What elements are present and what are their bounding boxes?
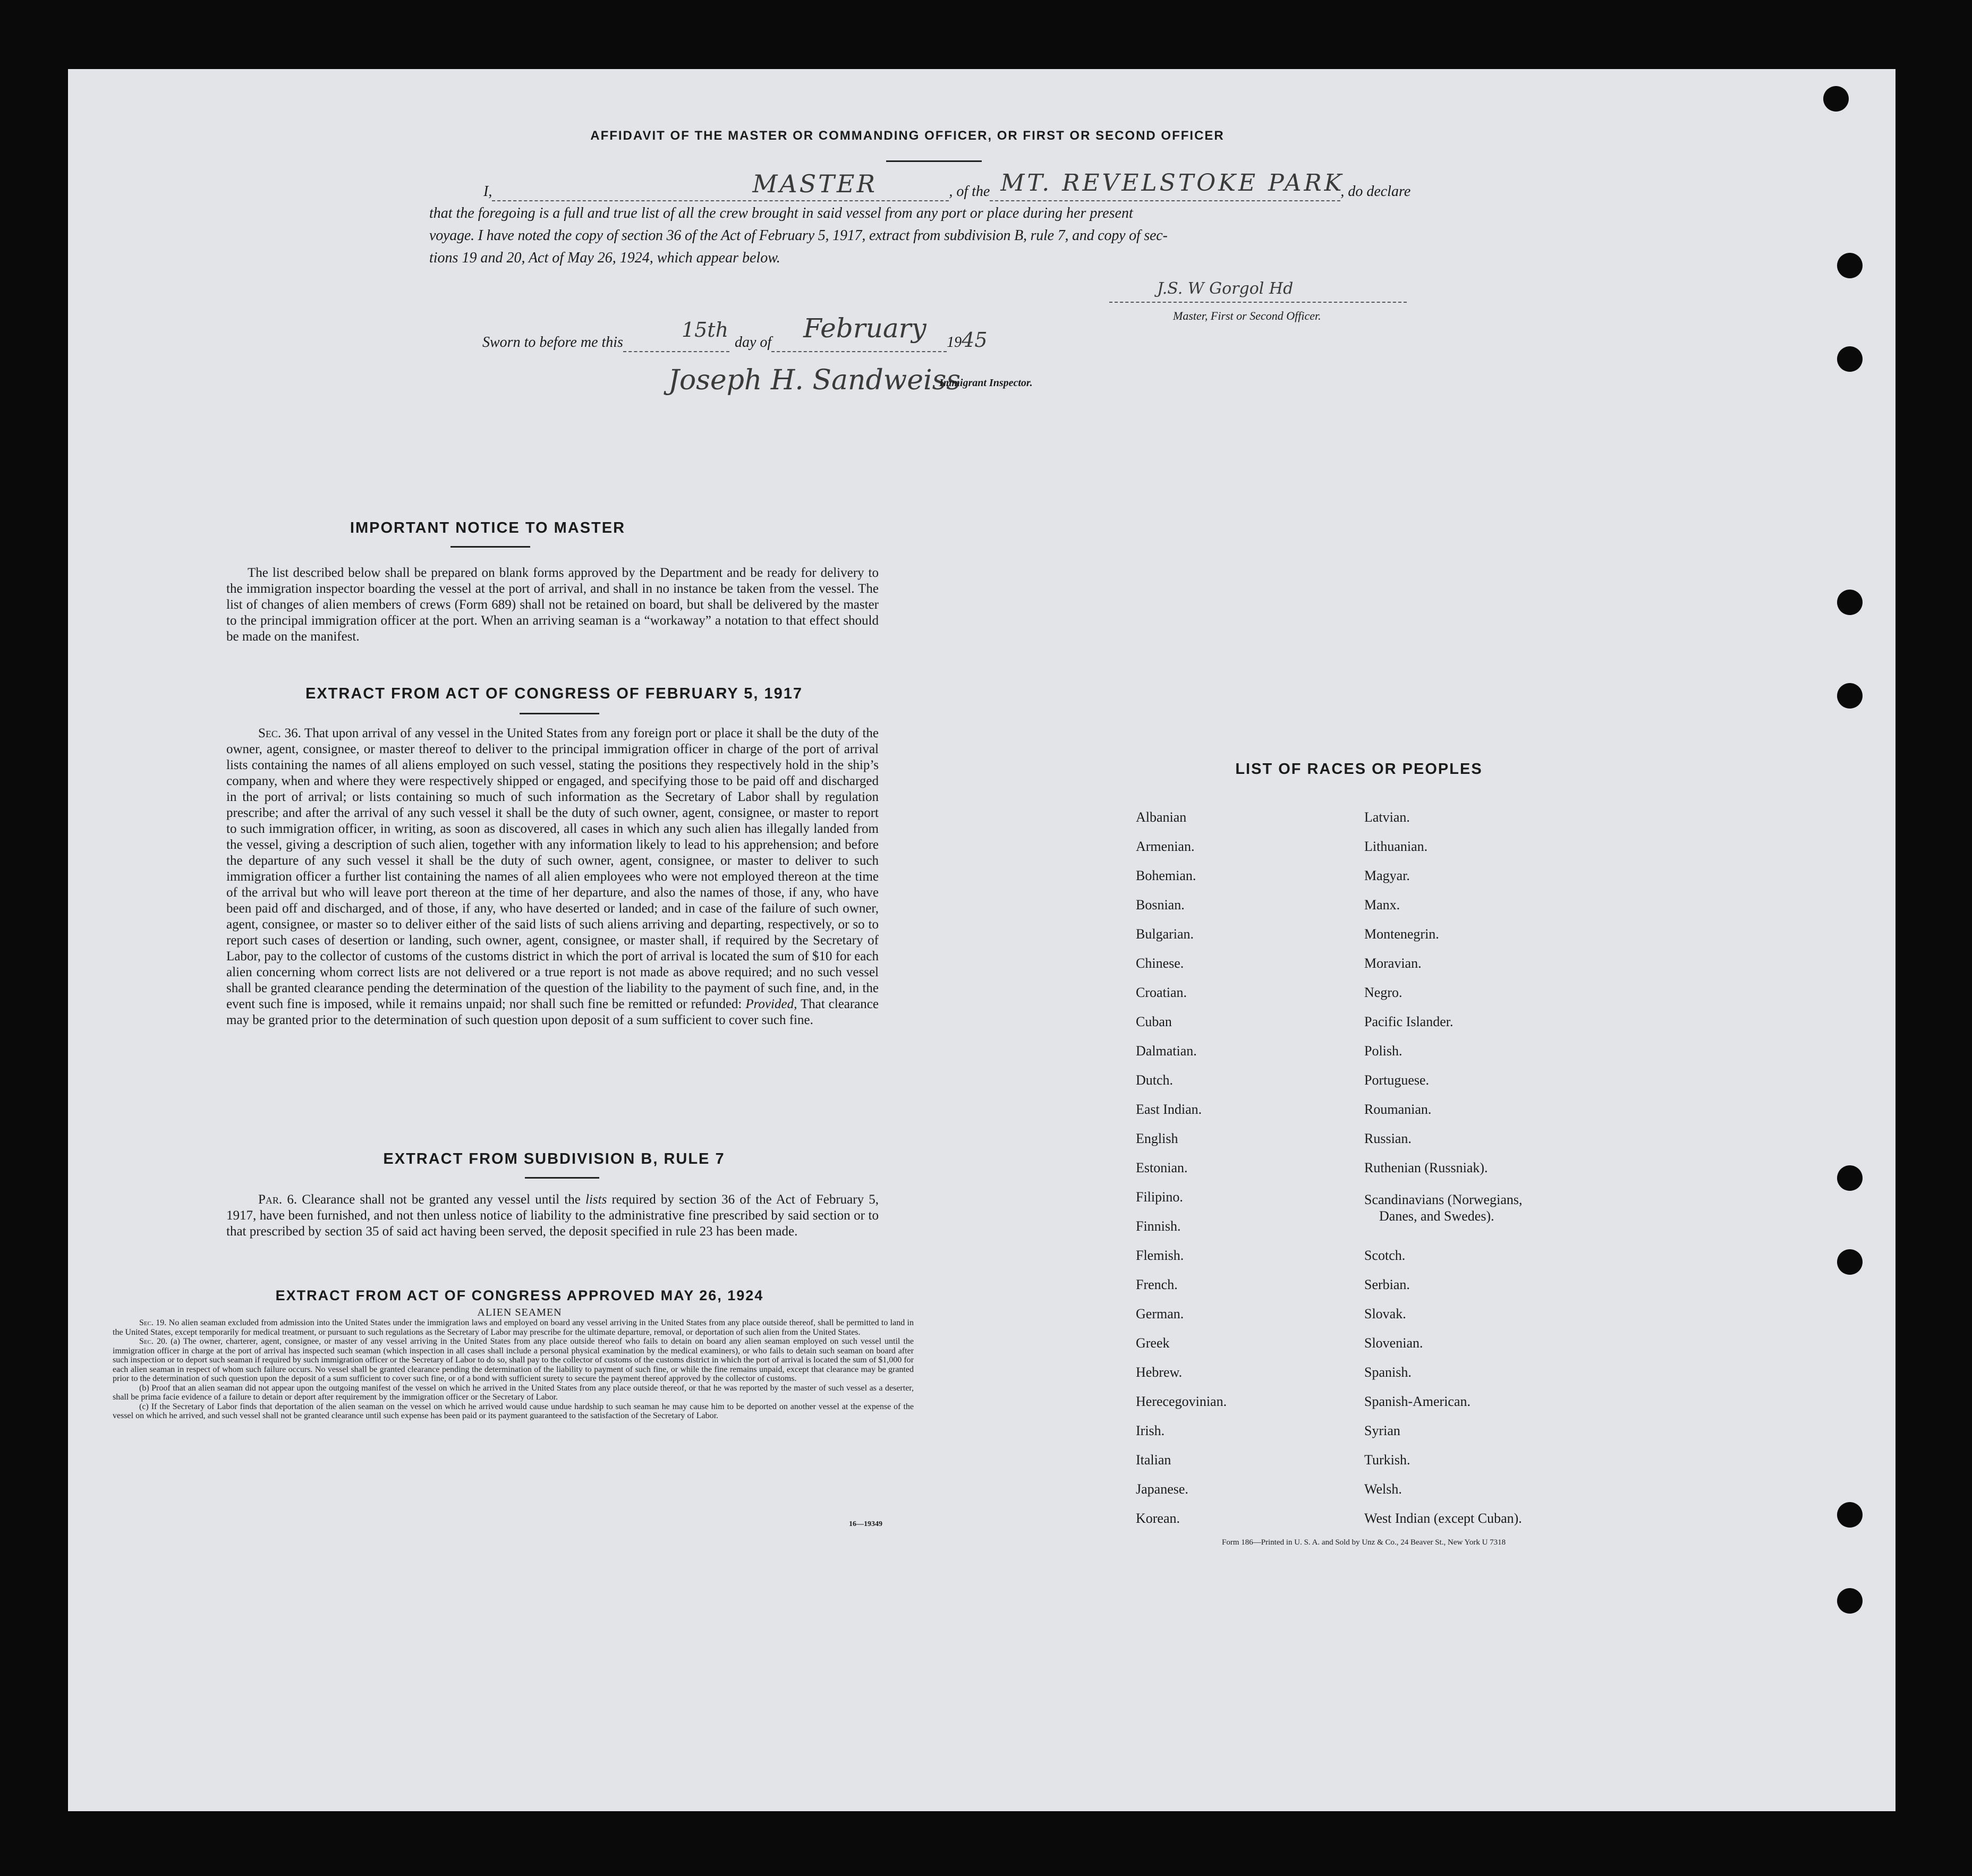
extract-rule7-text	[226, 1192, 879, 1240]
form-footer: Form 186—Printed in U. S. A. and Sold by Unz & Co., 24 Beaver St., New York U 7318	[1222, 1538, 1506, 1547]
divider	[450, 546, 530, 548]
divider	[886, 160, 982, 162]
race-item: Albanian	[1136, 809, 1187, 825]
vessel-field	[990, 169, 1345, 201]
race-item: Herecegovinian.	[1136, 1394, 1227, 1409]
inspector-signature: Joseph H. Sandweiss	[668, 364, 961, 396]
race-item: Russian.	[1364, 1131, 1412, 1146]
race-item: Montenegrin.	[1364, 926, 1439, 942]
par-6-body-b: required by section 36 of the Act of February 5, 1917, have been furnished, and not then unless notice of liability to the administrative fine prescribed by said section or to that prescribed by section 35 of said act having been served, the deposit specified in rule 23 has been made.	[226, 1192, 879, 1239]
race-item: Dalmatian.	[1136, 1043, 1197, 1059]
race-item: Welsh.	[1364, 1481, 1402, 1497]
race-item: Spanish-American.	[1364, 1394, 1471, 1409]
race-item: Croatian.	[1136, 985, 1187, 1000]
divider	[525, 1177, 599, 1179]
month-field	[771, 313, 947, 352]
punch-hole	[1837, 1502, 1863, 1528]
race-item: Lithuanian.	[1364, 839, 1428, 854]
race-item: Serbian.	[1364, 1277, 1410, 1292]
day-field	[623, 318, 729, 352]
affidavit-line4: tions 19 and 20, Act of May 26, 1924, which appear below.	[429, 250, 780, 266]
punch-hole	[1837, 1588, 1863, 1614]
race-item: Armenian.	[1136, 839, 1195, 854]
race-item: Bulgarian.	[1136, 926, 1194, 942]
lists-word: lists	[585, 1192, 607, 1207]
race-item: Slovak.	[1364, 1306, 1406, 1321]
notice-text: The list described below shall be prepared on blank forms approved by the Department and be ready for delivery to the immigration inspector boarding the vessel at the port of arrival, and shall in no instance be taken from the vessel. The list of changes of alien members of crews (Form 689) shall not be retained on board, but shall be delivered by the master to the principal immigration officer at the port. When an arriving seaman is a “workaway” a notation to that effect should be made on the manifest.	[226, 566, 879, 644]
document-page	[68, 69, 1896, 1811]
punch-hole	[1837, 1165, 1863, 1191]
punch-hole	[1837, 253, 1863, 278]
sec-36-label: Sec. 36.	[258, 726, 301, 740]
race-item: Bohemian.	[1136, 868, 1196, 883]
race-item: Portuguese.	[1364, 1072, 1430, 1088]
race-item: Greek	[1136, 1335, 1170, 1351]
race-item: Japanese.	[1136, 1481, 1188, 1497]
name-handwritten: MASTER	[752, 169, 878, 198]
sec-20-label: Sec. 20.	[139, 1337, 168, 1346]
signature-caption: Master, First or Second Officer.	[1173, 309, 1321, 322]
notice-title: IMPORTANT NOTICE TO MASTER	[350, 519, 626, 536]
affidavit-line2: that the foregoing is a full and true list of all the crew brought in said vessel from any port or place during her present	[429, 205, 1133, 221]
inspector-caption: Immigrant Inspector.	[939, 377, 1033, 389]
race-item: Ruthenian (Russniak).	[1364, 1160, 1488, 1175]
sec-20-b: (b) Proof that an alien seaman did not appear upon the outgoing manifest of the vessel on which he arrived in the United States from any place outside thereof, or that he was reported by the master of such vessel as a deserter, shall be prima facie evidence of a failure to detain or deport after requirement by the immigration officer or the Secretary of Labor.	[113, 1383, 914, 1402]
race-item: Cuban	[1136, 1014, 1172, 1029]
par-6-body-a: Clearance shall not be granted any vessel until the	[302, 1192, 581, 1207]
sec-36-body: That upon arrival of any vessel in the United States from any foreign port or place it shall be the duty of the owner, agent, consignee, or master thereof to deliver to the principal immigration officer in charge of the port of arrival lists containing the names of all aliens employed on such vessel, stating the positions they respectively hold in the ship’s company, when and where they were respectively shipped or engaged, and specifying those to be paid off and discharged in the port of arrival; or lists containing so much of such information as the Secretary of Labor shall by regulation prescribe; and after the arrival of any such vessel it shall be the duty of such owner, agent, consignee, or master to report to such immigration officer, in writing, as soon as discovered, all cases in which any such alien has illegally landed from the vessel, giving a description of such alien, together with any information likely to lead to his apprehension; and before the departure of any such vessel it shall be the duty of such owner, agent, consignee, or master to deliver to such immigration officer a further list containing the names of all alien employees who were not employed thereon at the time of the arrival but who will leave port thereon at the time of her departure, and also the names of those, if any, who have been paid off and discharged, and of those, if any, who have deserted or landed; and in case of the failure of such owner, agent, consignee, or master so to deliver either of the said lists of such aliens arriving and departing, respectively, or so to report such cases of desertion or landing, such owner, agent, consignee, or master shall, if required by the Secretary of Labor, pay to the collector of customs of the customs district in which the port of arrival is located the sum of $10 for each alien concerning whom correct lists are not delivered or a true report is not made as above required; and no such vessel shall be granted clearance pending the determination of the question of the liability to the payment of such fine, and, in the event such fine is imposed, while it remains unpaid; nor shall such fine be remitted or refunded:	[226, 726, 879, 1011]
extract-rule7-title: EXTRACT FROM SUBDIVISION B, RULE 7	[383, 1150, 725, 1167]
extract-1917-title: EXTRACT FROM ACT OF CONGRESS OF FEBRUARY 5, 1917	[305, 685, 803, 702]
race-item: Scandinavians (Norwegians,	[1364, 1192, 1523, 1207]
do-declare: , do declare	[1340, 183, 1411, 200]
affidavit-line1	[483, 169, 1525, 201]
vessel-handwritten: MT. REVELSTOKE PARK	[1000, 169, 1345, 197]
punch-hole	[1837, 683, 1863, 709]
race-item: Negro.	[1364, 985, 1402, 1000]
race-item: Turkish.	[1364, 1452, 1410, 1468]
master-signature: J.S. W Gorgol Hd	[1157, 279, 1294, 298]
race-item: Danes, and Swedes).	[1379, 1208, 1494, 1224]
name-field	[492, 169, 949, 201]
race-item: Scotch.	[1364, 1248, 1406, 1263]
punch-hole	[1837, 590, 1863, 615]
provided-word: Provided,	[745, 997, 797, 1011]
affidavit-line3: voyage. I have noted the copy of section 36 of the Act of February 5, 1917, extract from subdivision B, rule 7, and copy of sec-	[429, 227, 1168, 244]
race-item: Manx.	[1364, 897, 1400, 913]
affidavit-i: I,	[483, 183, 492, 200]
form-code: 16—19349	[849, 1520, 882, 1528]
punch-hole	[1823, 86, 1849, 112]
sec-36-end: That clearance may be granted prior to the determination of such question upon deposit of a sum sufficient to cover such fine.	[226, 997, 879, 1027]
alien-seamen-subtitle: ALIEN SEAMEN	[477, 1307, 562, 1318]
sec-20-a: (a) The owner, charterer, agent, consignee, or master of any vessel arriving in the United States from any place outside thereof who fails to detain on board any alien seaman employed on such vessel until the immigration officer in charge at the port of arrival has inspected such seaman (which inspection in all cases shall include a personal physical examination by the medical examiners), or who fails to detain such seaman on board after such inspection or to deport such seaman if required by such immigration officer or the Secretary of Labor to do so, shall pay to the collector of customs of the customs district in which the port of arrival is located the sum of $1,000 for each alien seaman in respect of whom such failure occurs. No vessel shall be granted clearance pending the determination of the liability to payment of such fine, or while the fine remains unpaid, except that clearance may be granted prior to the determination of such question upon the deposit of a sum sufficient to cover such fine, or of a bond with sufficient surety to secure the payment thereof approved by the collector of customs.	[113, 1337, 914, 1383]
extract-1924-text	[113, 1318, 914, 1421]
sworn-line	[482, 313, 988, 352]
day-handwritten: 15th	[681, 318, 729, 342]
of-the: , of the	[949, 183, 990, 200]
race-item: English	[1136, 1131, 1178, 1146]
extract-1924-title: EXTRACT FROM ACT OF CONGRESS APPROVED MAY 26, 1924	[275, 1287, 764, 1303]
race-item: French.	[1136, 1277, 1178, 1292]
race-item: Syrian	[1364, 1423, 1400, 1438]
race-item: German.	[1136, 1306, 1184, 1321]
races-title: LIST OF RACES OR PEOPLES	[1235, 761, 1483, 778]
sworn-label: Sworn to before me this	[482, 334, 623, 351]
punch-hole	[1837, 1249, 1863, 1275]
race-item: Roumanian.	[1364, 1102, 1432, 1117]
sec-19-body: No alien seaman excluded from admission into the United States under the immigration laws and employed on board any vessel arriving in the United States from any place outside thereof, shall be permitted to land in the United States, except temporarily for medical treatment, or pursuant to such regulations as the Secretary of Labor may prescribe for the ultimate departure, removal, or deportation of such alien from the United States.	[113, 1318, 914, 1337]
race-item: Spanish.	[1364, 1365, 1412, 1380]
race-item: Finnish.	[1136, 1218, 1181, 1234]
year-prefix: 19	[947, 334, 962, 351]
extract-1917-text	[226, 726, 879, 1028]
race-item: Bosnian.	[1136, 897, 1185, 913]
race-item: Magyar.	[1364, 868, 1410, 883]
race-item: East Indian.	[1136, 1102, 1202, 1117]
punch-hole	[1837, 346, 1863, 372]
race-item: Slovenian.	[1364, 1335, 1423, 1351]
par-6-label: Par. 6.	[258, 1192, 298, 1207]
race-item: Italian	[1136, 1452, 1171, 1468]
divider	[520, 713, 599, 714]
race-item: Hebrew.	[1136, 1365, 1183, 1380]
race-item: Korean.	[1136, 1511, 1180, 1526]
race-item: Flemish.	[1136, 1248, 1184, 1263]
affidavit-title: AFFIDAVIT OF THE MASTER OR COMMANDING OFFICER, OR FIRST OR SECOND OFFICER	[590, 129, 1225, 143]
race-item: Chinese.	[1136, 956, 1184, 971]
race-item: West Indian (except Cuban).	[1364, 1511, 1522, 1526]
month-handwritten: February	[803, 313, 926, 344]
sec-20-c: (c) If the Secretary of Labor finds that deportation of the alien seaman on the vessel on which he arrived would cause undue hardship to such seaman he may cause him to be deported on another vessel at the expense of the vessel on which he arrived, and such vessel shall not be granted clearance until such expense has been paid or its payment guaranteed to the satisfaction of the Secretary of Labor.	[113, 1402, 914, 1420]
day-of-label: day of	[734, 334, 772, 351]
race-item: Irish.	[1136, 1423, 1165, 1438]
race-item: Latvian.	[1364, 809, 1410, 825]
year-handwritten: 45	[962, 328, 988, 352]
race-item: Pacific Islander.	[1364, 1014, 1454, 1029]
sec-19-label: Sec. 19.	[139, 1318, 167, 1327]
race-item: Dutch.	[1136, 1072, 1174, 1088]
race-item: Polish.	[1364, 1043, 1402, 1059]
signature-line	[1109, 302, 1407, 303]
race-item: Filipino.	[1136, 1189, 1183, 1205]
race-item: Estonian.	[1136, 1160, 1188, 1175]
race-item: Moravian.	[1364, 956, 1422, 971]
